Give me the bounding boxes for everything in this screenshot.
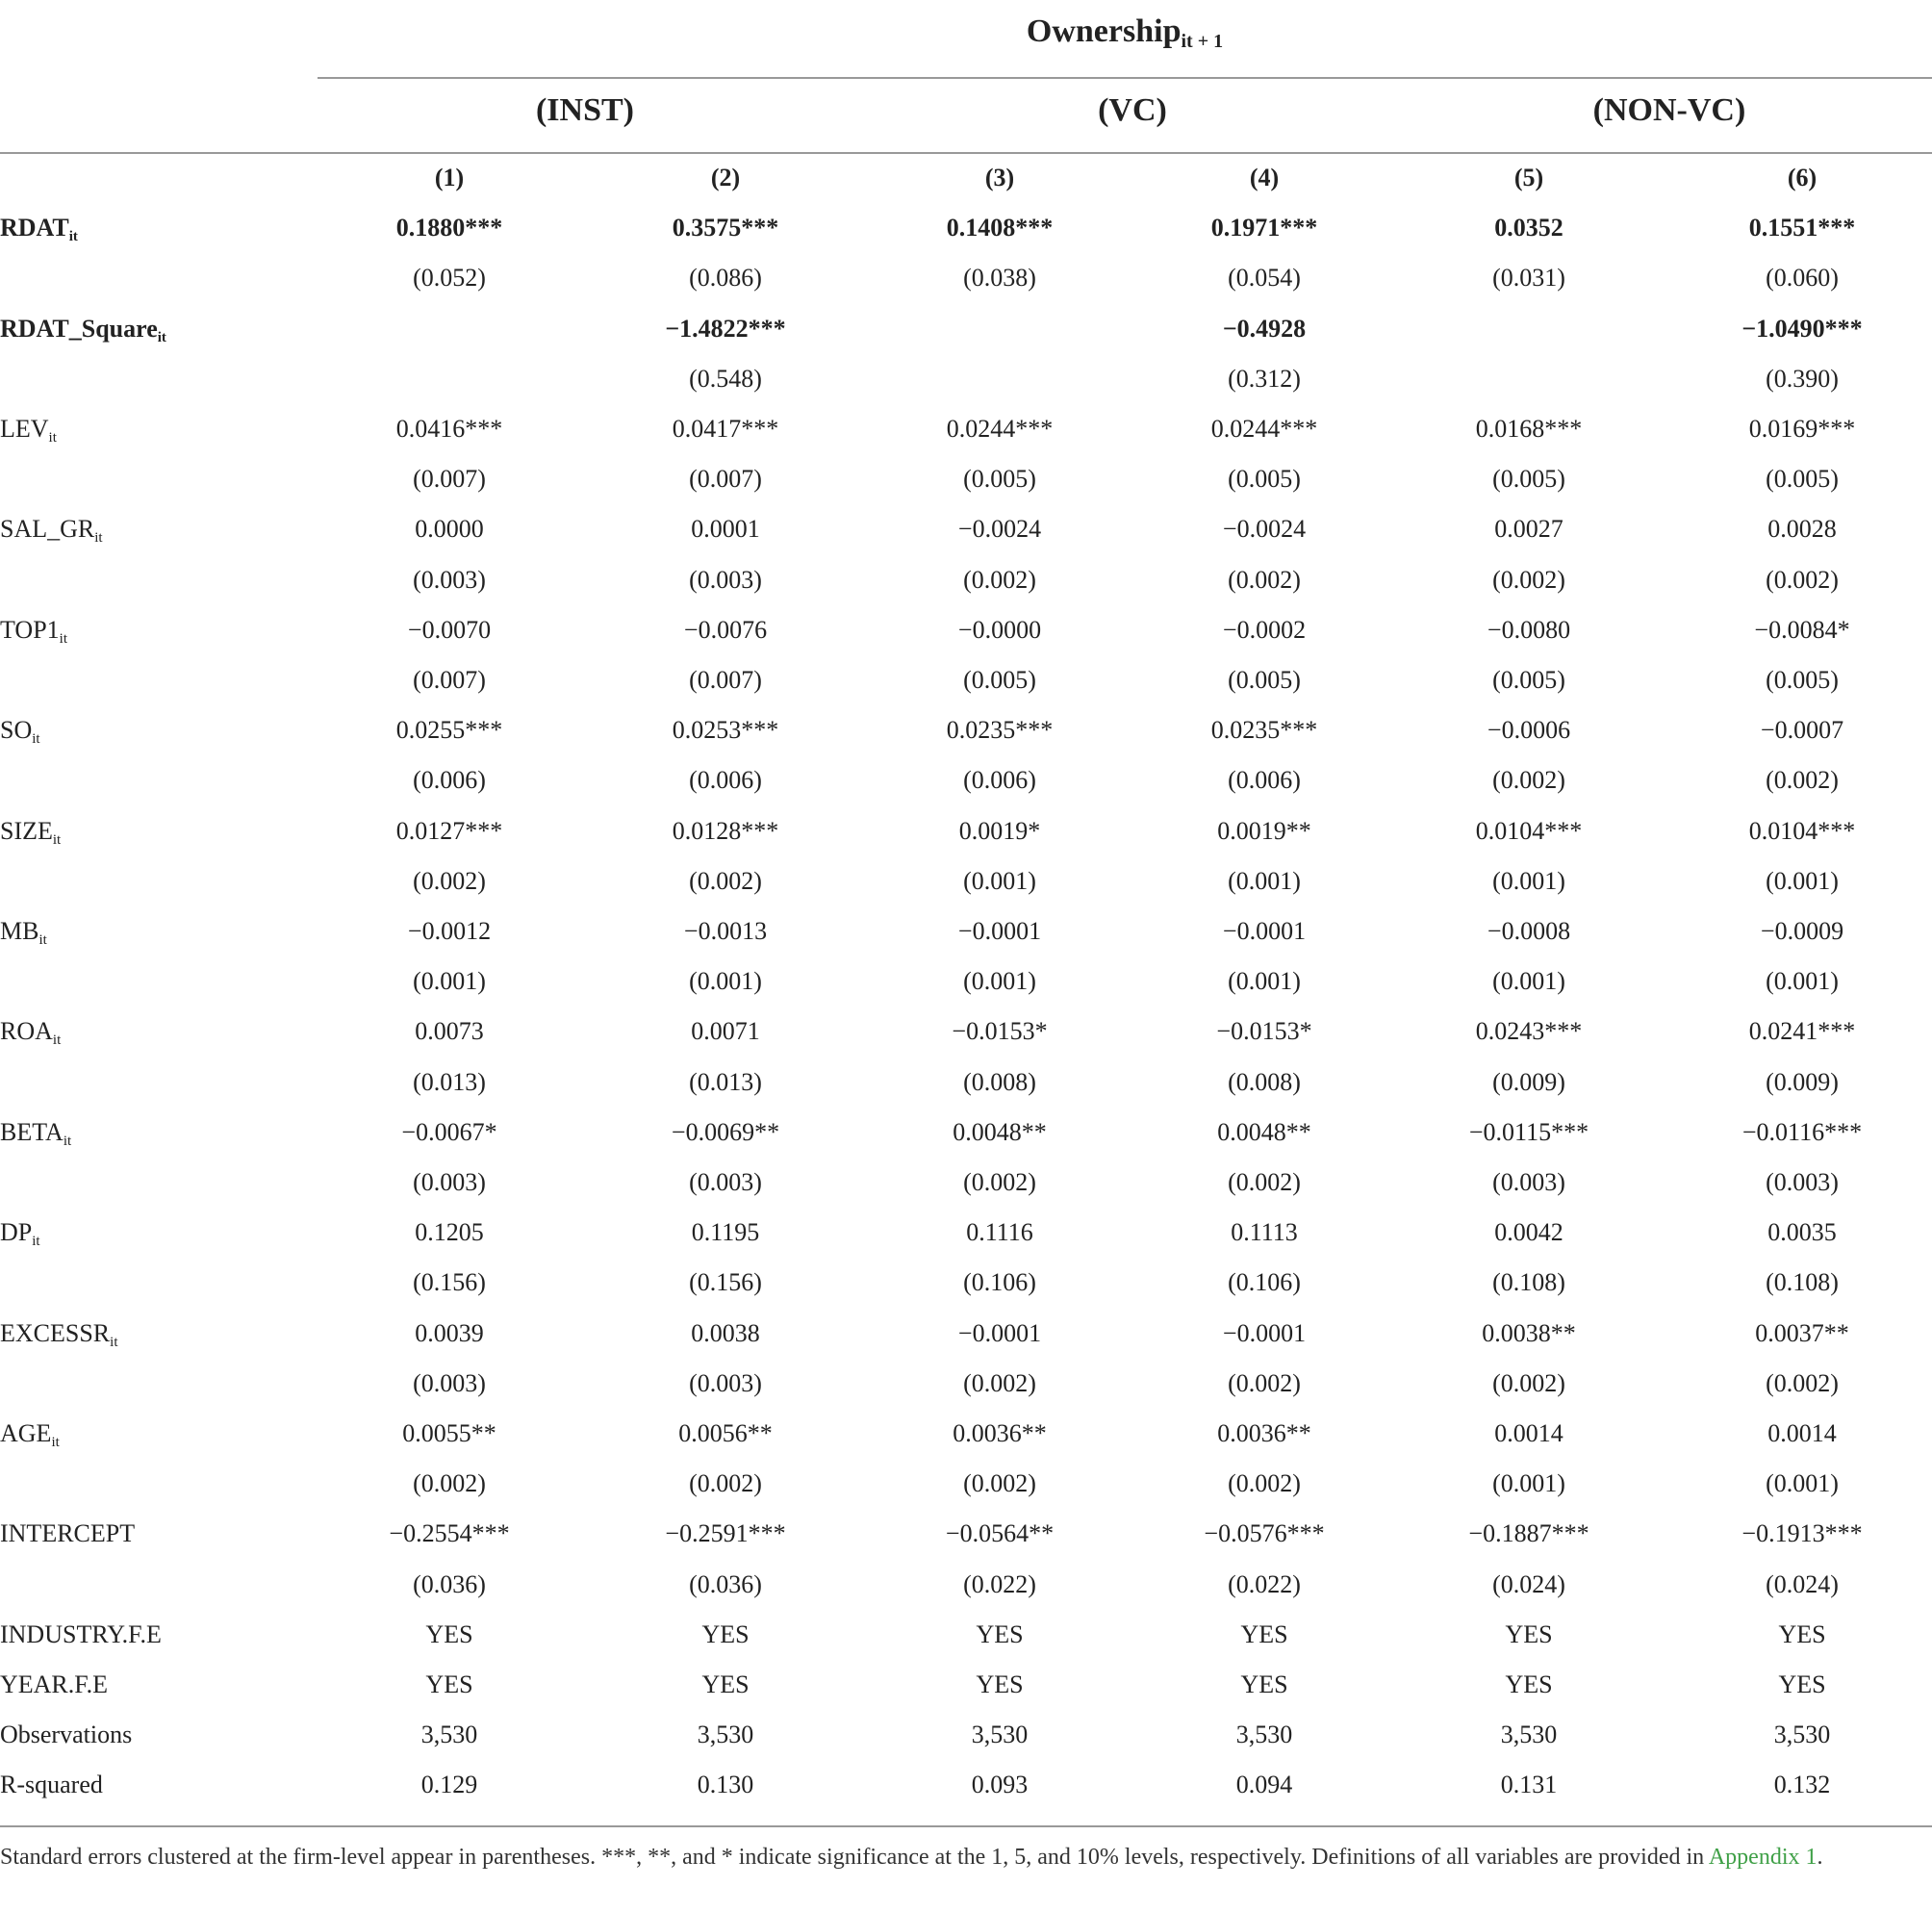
std-error-cell: (0.005) <box>963 666 1036 694</box>
coefficient-cell: −0.2554*** <box>389 1519 510 1548</box>
title-main: Ownership <box>1026 13 1182 49</box>
row-label-text: MB <box>0 917 39 945</box>
coefficient-cell: −0.0024 <box>1222 515 1307 544</box>
coefficient-cell: −0.0067* <box>401 1117 497 1146</box>
coefficient-cell: 0.1205 <box>415 1218 484 1247</box>
coefficient-cell: 0.0036** <box>1217 1419 1311 1447</box>
std-error-cell: (0.002) <box>1492 766 1565 795</box>
std-error-cell: (0.007) <box>689 465 762 494</box>
coefficient-cell: 0.0104*** <box>1748 816 1856 845</box>
std-error-cell: (0.001) <box>1492 1469 1565 1498</box>
std-error-cell: (0.005) <box>1228 465 1301 494</box>
std-error-cell: (0.009) <box>1492 1067 1565 1096</box>
coefficient-cell: −0.0013 <box>683 917 768 945</box>
coefficient-cell: −0.0564** <box>945 1519 1055 1548</box>
std-error-cell: (0.002) <box>689 1469 762 1498</box>
summary-cell: YES <box>1505 1670 1553 1698</box>
std-error-cell: (0.036) <box>413 1569 486 1598</box>
std-error-cell: (0.086) <box>689 264 762 293</box>
coefficient-cell: −0.0009 <box>1760 917 1844 945</box>
std-error-cell: (0.006) <box>1228 766 1301 795</box>
coefficient-cell: −1.0490*** <box>1741 314 1863 343</box>
std-error-cell: (0.001) <box>963 866 1036 895</box>
group-inst: (INST) <box>535 92 635 128</box>
coefficient-cell: 0.0028 <box>1767 515 1837 544</box>
coefficient-cell: 0.1195 <box>691 1218 760 1247</box>
coefficient-cell: −0.0070 <box>407 615 492 644</box>
column-number: (6) <box>1787 164 1818 191</box>
row-label-subscript: it <box>94 530 103 547</box>
row-label-text: LEV <box>0 415 49 443</box>
coefficient-cell: −0.0001 <box>1222 1318 1307 1347</box>
std-error-cell: (0.005) <box>963 465 1036 494</box>
summary-cell: 0.131 <box>1500 1771 1558 1799</box>
std-error-cell: (0.003) <box>413 1368 486 1397</box>
table-footnote <box>0 1838 1924 1876</box>
std-error-cell: (0.007) <box>413 666 486 694</box>
coefficient-cell: 0.0019* <box>958 816 1041 845</box>
coefficient-cell: 0.0036** <box>953 1419 1047 1447</box>
std-error-cell: (0.005) <box>1228 666 1301 694</box>
std-error-cell: (0.038) <box>963 264 1036 293</box>
std-error-cell: (0.005) <box>1492 465 1565 494</box>
summary-label: R-squared <box>0 1771 103 1799</box>
std-error-cell: (0.022) <box>963 1569 1036 1598</box>
row-label-text: AGE <box>0 1419 52 1447</box>
std-error-cell: (0.003) <box>1492 1168 1565 1196</box>
coefficient-cell: 0.0352 <box>1494 214 1563 242</box>
std-error-cell: (0.003) <box>689 1368 762 1397</box>
std-error-cell: (0.106) <box>1228 1268 1301 1297</box>
summary-cell: YES <box>976 1619 1024 1648</box>
coefficient-cell: −0.0000 <box>957 615 1042 644</box>
title-subscript: it + 1 <box>1181 31 1224 52</box>
std-error-cell: (0.108) <box>1766 1268 1839 1297</box>
coefficient-cell: 0.0128*** <box>672 816 779 845</box>
coefficient-cell: 0.0038 <box>691 1318 760 1347</box>
coefficient-cell: −0.0001 <box>957 917 1042 945</box>
summary-label: YEAR.F.E <box>0 1670 109 1698</box>
row-label-text: ROA <box>0 1017 53 1046</box>
summary-cell: YES <box>701 1619 750 1648</box>
std-error-cell: (0.054) <box>1228 264 1301 293</box>
row-label <box>0 1521 135 1546</box>
coefficient-cell: 0.1113 <box>1231 1218 1298 1247</box>
std-error-cell: (0.031) <box>1492 264 1565 293</box>
coefficient-cell: −0.0115*** <box>1468 1117 1589 1146</box>
appendix-link[interactable]: Appendix 1 <box>1708 1845 1818 1870</box>
row-label-text: RDAT <box>0 214 69 242</box>
coefficient-cell: 0.0037** <box>1755 1318 1849 1347</box>
coefficient-cell: −0.0153* <box>1216 1017 1312 1046</box>
coefficient-cell: 0.0027 <box>1494 515 1563 544</box>
row-label-text: EXCESSR <box>0 1318 111 1347</box>
std-error-cell: (0.002) <box>963 1469 1036 1498</box>
std-error-cell: (0.001) <box>1492 967 1565 996</box>
coefficient-cell: −0.0084* <box>1754 615 1850 644</box>
column-number: (1) <box>434 164 465 191</box>
summary-label: Observations <box>0 1721 133 1749</box>
row-label-subscript: it <box>32 1234 40 1250</box>
summary-cell: YES <box>425 1619 473 1648</box>
std-error-cell: (0.001) <box>963 967 1036 996</box>
row-label-text: SIZE <box>0 816 53 845</box>
summary-cell: YES <box>701 1670 750 1698</box>
std-error-cell: (0.002) <box>963 1168 1036 1196</box>
coefficient-cell: 0.0038** <box>1482 1318 1576 1347</box>
std-error-cell: (0.008) <box>1228 1067 1301 1096</box>
coefficient-cell: −0.1913*** <box>1741 1519 1863 1548</box>
coefficient-cell: 0.0001 <box>691 515 760 544</box>
std-error-cell: (0.001) <box>1228 866 1301 895</box>
std-error-cell: (0.009) <box>1766 1067 1839 1096</box>
coefficient-cell: 0.0073 <box>415 1017 484 1046</box>
std-error-cell: (0.005) <box>1492 666 1565 694</box>
coefficient-cell: −0.0001 <box>1222 917 1307 945</box>
coefficient-cell: 0.1116 <box>966 1218 1033 1247</box>
coefficient-cell: 0.3575*** <box>672 214 779 242</box>
summary-cell: 3,530 <box>1235 1721 1293 1749</box>
std-error-cell: (0.052) <box>413 264 486 293</box>
coefficient-cell: 0.0169*** <box>1748 415 1856 443</box>
column-number: (4) <box>1249 164 1280 191</box>
coefficient-cell: −0.0001 <box>957 1318 1042 1347</box>
group-vc: (VC) <box>1098 92 1167 128</box>
column-number: (3) <box>984 164 1015 191</box>
row-label-text: SAL_GR <box>0 515 95 544</box>
coefficient-cell: 0.0019** <box>1217 816 1311 845</box>
coefficient-cell: 0.0243*** <box>1475 1017 1583 1046</box>
std-error-cell: (0.002) <box>1766 766 1839 795</box>
summary-cell: YES <box>976 1670 1024 1698</box>
table-title <box>318 13 1932 53</box>
column-number: (5) <box>1513 164 1544 191</box>
std-error-cell: (0.002) <box>1228 1469 1301 1498</box>
summary-cell: 3,530 <box>420 1721 478 1749</box>
row-label-subscript: it <box>63 1133 72 1149</box>
coefficient-cell: −0.0024 <box>957 515 1042 544</box>
std-error-cell: (0.001) <box>1766 1469 1839 1498</box>
summary-cell: 0.093 <box>971 1771 1029 1799</box>
coefficient-cell: 0.0417*** <box>672 415 779 443</box>
coefficient-cell: 0.0039 <box>415 1318 484 1347</box>
std-error-cell: (0.005) <box>1766 666 1839 694</box>
summary-cell: 3,530 <box>697 1721 754 1749</box>
std-error-cell: (0.002) <box>1492 1368 1565 1397</box>
summary-cell: 0.129 <box>420 1771 478 1799</box>
row-label <box>0 1117 72 1149</box>
std-error-cell: (0.390) <box>1766 364 1839 393</box>
std-error-cell: (0.156) <box>689 1268 762 1297</box>
std-error-cell: (0.108) <box>1492 1268 1565 1297</box>
coefficient-cell: 0.1880*** <box>395 214 503 242</box>
std-error-cell: (0.002) <box>1228 565 1301 594</box>
coefficient-cell: −0.0008 <box>1487 917 1571 945</box>
row-label <box>0 615 67 647</box>
coefficient-cell: 0.1408*** <box>946 214 1054 242</box>
coefficient-cell: 0.1971*** <box>1210 214 1318 242</box>
coefficient-cell: −0.0576*** <box>1204 1519 1325 1548</box>
coefficient-cell: 0.0056** <box>678 1419 773 1447</box>
row-label-subscript: it <box>157 329 166 345</box>
std-error-cell: (0.003) <box>413 1168 486 1196</box>
coefficient-cell: 0.0255*** <box>395 716 503 745</box>
coefficient-cell: −0.4928 <box>1222 314 1307 343</box>
row-label <box>0 417 57 446</box>
row-label <box>0 216 78 244</box>
std-error-cell: (0.006) <box>963 766 1036 795</box>
row-label-text: INTERCEPT <box>0 1519 136 1548</box>
row-label-subscript: it <box>59 630 67 647</box>
row-label-text: BETA <box>0 1117 64 1146</box>
std-error-cell: (0.006) <box>689 766 762 795</box>
summary-cell: 0.094 <box>1235 1771 1293 1799</box>
std-error-cell: (0.006) <box>413 766 486 795</box>
std-error-cell: (0.007) <box>413 465 486 494</box>
coefficient-cell: 0.0235*** <box>1210 716 1318 745</box>
coefficient-cell: 0.0127*** <box>395 816 503 845</box>
group-rule <box>0 152 1932 154</box>
coefficient-cell: 0.0104*** <box>1475 816 1583 845</box>
coefficient-cell: −0.0069** <box>671 1117 780 1146</box>
std-error-cell: (0.003) <box>689 1168 762 1196</box>
row-label-subscript: it <box>32 731 40 748</box>
title-rule <box>318 77 1932 79</box>
coefficient-cell: −0.2591*** <box>665 1519 786 1548</box>
bottom-rule <box>0 1825 1932 1827</box>
std-error-cell: (0.008) <box>963 1067 1036 1096</box>
coefficient-cell: −0.0080 <box>1487 615 1571 644</box>
coefficient-cell: 0.0014 <box>1767 1419 1837 1447</box>
std-error-cell: (0.002) <box>1228 1168 1301 1196</box>
coefficient-cell: −0.0002 <box>1222 615 1307 644</box>
std-error-cell: (0.001) <box>1766 866 1839 895</box>
summary-cell: YES <box>425 1670 473 1698</box>
row-label <box>0 517 103 546</box>
row-label-subscript: it <box>52 831 62 848</box>
std-error-cell: (0.002) <box>1228 1368 1301 1397</box>
std-error-cell: (0.002) <box>413 866 486 895</box>
coefficient-cell: 0.0244*** <box>1210 415 1318 443</box>
std-error-cell: (0.002) <box>413 1469 486 1498</box>
std-error-cell: (0.548) <box>689 364 762 393</box>
footnote-end: . <box>1817 1845 1823 1870</box>
std-error-cell: (0.013) <box>413 1067 486 1096</box>
std-error-cell: (0.002) <box>689 866 762 895</box>
std-error-cell: (0.002) <box>1492 565 1565 594</box>
row-label-text: SO <box>0 716 33 745</box>
coefficient-cell: 0.0048** <box>953 1117 1047 1146</box>
footnote-text: Standard errors clustered at the firm-level appear in parentheses. ***, **, and * indicate significance at the 1, 5, and 10% levels, respectively. Definitions of all variables are provided in <box>0 1845 1705 1870</box>
coefficient-cell: −0.0006 <box>1487 716 1571 745</box>
std-error-cell: (0.001) <box>413 967 486 996</box>
summary-cell: 0.132 <box>1773 1771 1831 1799</box>
summary-cell: 0.130 <box>697 1771 754 1799</box>
row-label-subscript: it <box>38 932 47 948</box>
summary-cell: 3,530 <box>1773 1721 1831 1749</box>
coefficient-cell: 0.0042 <box>1494 1218 1563 1247</box>
coefficient-cell: 0.0416*** <box>395 415 503 443</box>
coefficient-cell: 0.0000 <box>415 515 484 544</box>
group-non-vc: (NON-VC) <box>1592 92 1746 128</box>
std-error-cell: (0.002) <box>1766 565 1839 594</box>
summary-cell: YES <box>1505 1619 1553 1648</box>
std-error-cell: (0.001) <box>1492 866 1565 895</box>
coefficient-cell: −0.0153* <box>952 1017 1048 1046</box>
row-label <box>0 816 62 848</box>
std-error-cell: (0.106) <box>963 1268 1036 1297</box>
summary-cell: YES <box>1240 1619 1288 1648</box>
std-error-cell: (0.024) <box>1492 1569 1565 1598</box>
coefficient-cell: 0.0035 <box>1767 1218 1837 1247</box>
std-error-cell: (0.024) <box>1766 1569 1839 1598</box>
coefficient-cell: 0.0055** <box>402 1419 496 1447</box>
summary-cell: 3,530 <box>1500 1721 1558 1749</box>
row-label <box>0 1220 40 1249</box>
coefficient-cell: 0.0241*** <box>1748 1017 1856 1046</box>
row-label-subscript: it <box>48 430 57 446</box>
row-label-text: TOP1 <box>0 615 60 644</box>
summary-cell: YES <box>1240 1670 1288 1698</box>
row-label-subscript: it <box>52 1032 62 1049</box>
coefficient-cell: −0.0007 <box>1760 716 1844 745</box>
row-label <box>0 1421 60 1450</box>
coefficient-cell: −0.0076 <box>683 615 768 644</box>
std-error-cell: (0.156) <box>413 1268 486 1297</box>
row-label-subscript: it <box>68 229 78 245</box>
std-error-cell: (0.007) <box>689 666 762 694</box>
std-error-cell: (0.002) <box>963 565 1036 594</box>
column-number: (2) <box>710 164 741 191</box>
std-error-cell: (0.003) <box>413 565 486 594</box>
coefficient-cell: 0.1551*** <box>1748 214 1856 242</box>
row-label-text: RDAT_Square <box>0 314 158 343</box>
std-error-cell: (0.001) <box>689 967 762 996</box>
coefficient-cell: 0.0253*** <box>672 716 779 745</box>
std-error-cell: (0.001) <box>1766 967 1839 996</box>
summary-cell: YES <box>1778 1619 1826 1648</box>
row-label <box>0 718 40 747</box>
coefficient-cell: −1.4822*** <box>665 314 786 343</box>
summary-label: INDUSTRY.F.E <box>0 1619 162 1648</box>
coefficient-cell: 0.0168*** <box>1475 415 1583 443</box>
std-error-cell: (0.002) <box>963 1368 1036 1397</box>
summary-cell: YES <box>1778 1670 1826 1698</box>
coefficient-cell: 0.0235*** <box>946 716 1054 745</box>
coefficient-cell: 0.0244*** <box>946 415 1054 443</box>
coefficient-cell: −0.0116*** <box>1741 1117 1863 1146</box>
row-label-text: DP <box>0 1218 33 1247</box>
std-error-cell: (0.312) <box>1228 364 1301 393</box>
row-label <box>0 1019 61 1048</box>
std-error-cell: (0.036) <box>689 1569 762 1598</box>
coefficient-cell: −0.1887*** <box>1468 1519 1589 1548</box>
row-label-subscript: it <box>110 1334 118 1350</box>
coefficient-cell: −0.0012 <box>407 917 492 945</box>
row-label <box>0 314 166 345</box>
coefficient-cell: 0.0014 <box>1494 1419 1563 1447</box>
std-error-cell: (0.005) <box>1766 465 1839 494</box>
row-label <box>0 1318 118 1350</box>
row-label-subscript: it <box>51 1435 60 1450</box>
coefficient-cell: 0.0071 <box>691 1017 760 1046</box>
std-error-cell: (0.003) <box>689 565 762 594</box>
std-error-cell: (0.060) <box>1766 264 1839 293</box>
summary-cell: 3,530 <box>971 1721 1029 1749</box>
row-label <box>0 919 47 948</box>
std-error-cell: (0.003) <box>1766 1168 1839 1196</box>
std-error-cell: (0.001) <box>1228 967 1301 996</box>
std-error-cell: (0.013) <box>689 1067 762 1096</box>
std-error-cell: (0.002) <box>1766 1368 1839 1397</box>
coefficient-cell: 0.0048** <box>1217 1117 1311 1146</box>
std-error-cell: (0.022) <box>1228 1569 1301 1598</box>
